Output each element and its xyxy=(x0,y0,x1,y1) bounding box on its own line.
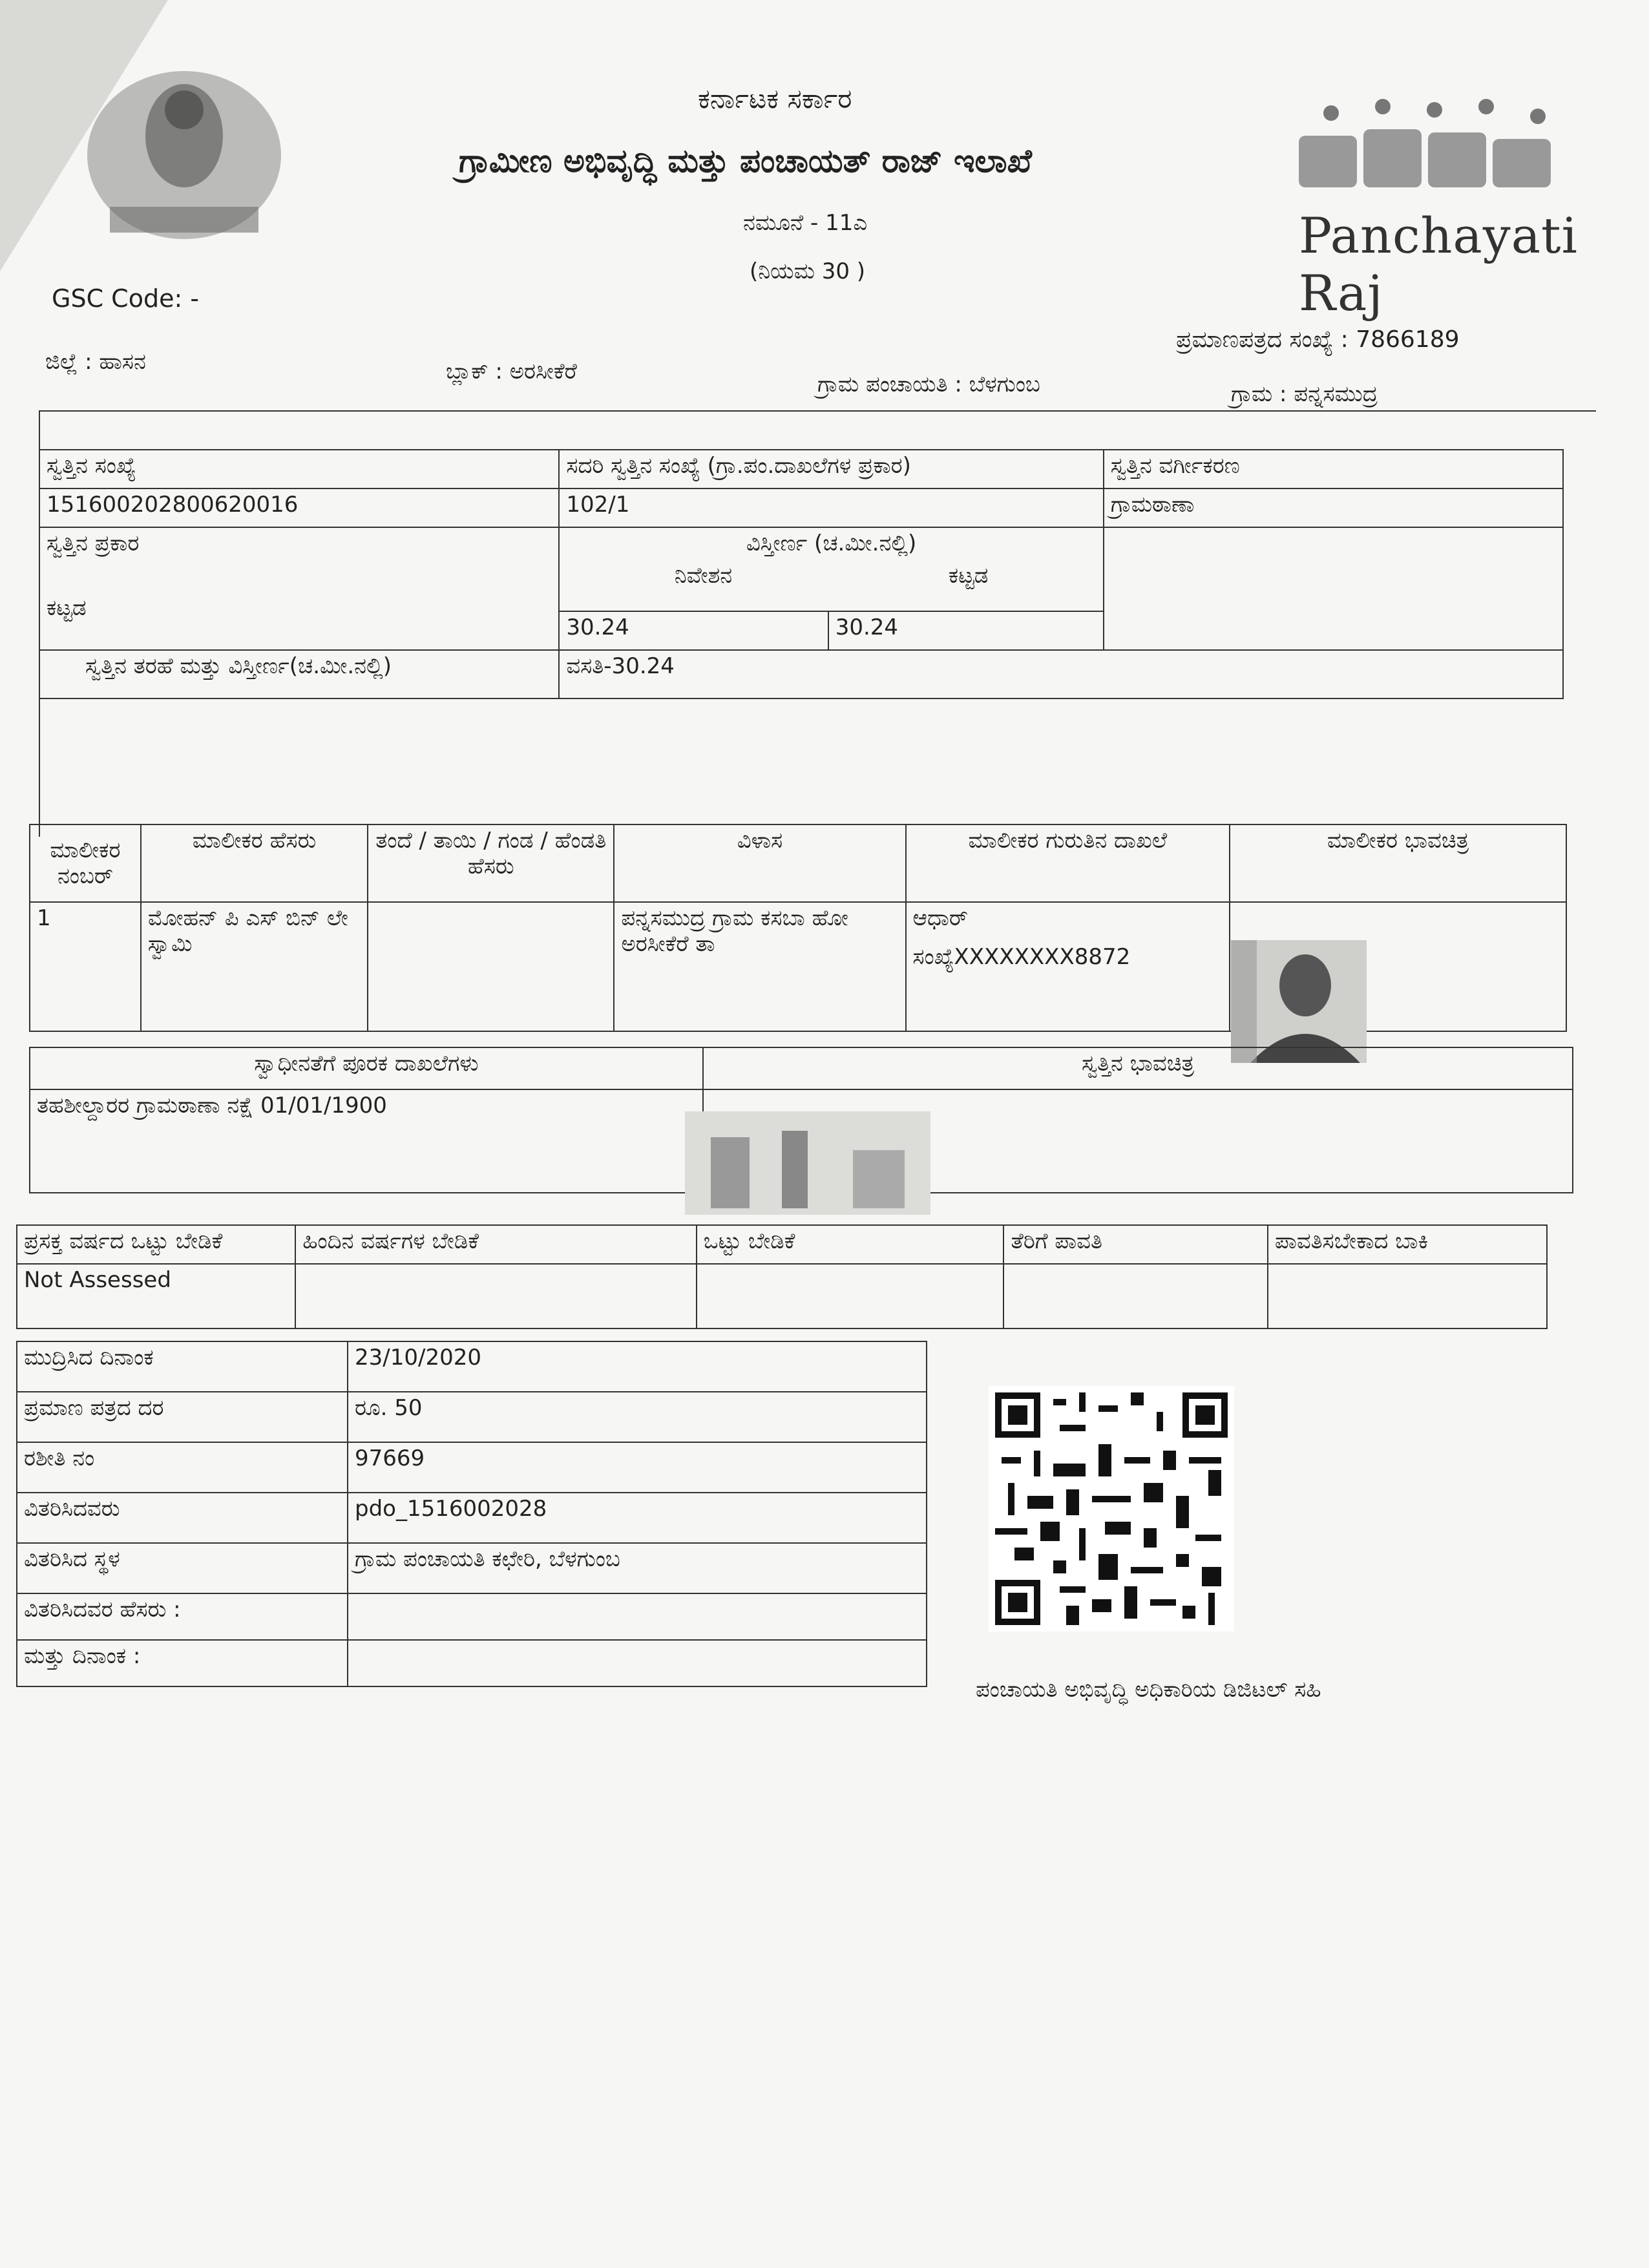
tax-header-balance: ಪಾವತಿಸಬೇಕಾದ ಬಾಕಿ xyxy=(1268,1225,1547,1264)
table-row xyxy=(17,1341,927,1392)
property-photo xyxy=(685,1111,930,1215)
issue-value-fee: ರೂ. 50 xyxy=(348,1392,927,1442)
site-label: ನಿವೇಶನ xyxy=(674,563,733,589)
site-area-value: 30.24 xyxy=(559,611,828,650)
docs-value: ತಹಶೀಲ್ದಾರರ ಗ್ರಾಮಠಾಣಾ ನಕ್ಷೆ 01/01/1900 xyxy=(30,1089,703,1193)
tax-header-total: ಒಟ್ಟು ಬೇಡಿಕೆ xyxy=(697,1225,1004,1264)
owner-name: ಮೋಹನ್ ಪಿ ಎಸ್ ಬಿನ್ ಲೇ ಸ್ವಾಮಿ xyxy=(141,902,368,1031)
property-photo-label: ಸ್ವತ್ತಿನ ಭಾವಚಿತ್ರ xyxy=(703,1047,1573,1089)
owner-address: ಪನ್ನಸಮುದ್ರ ಗ್ರಾಮ ಕಸಬಾ ಹೋ ಅರಸೀಕೆರೆ ತಾ xyxy=(614,902,905,1031)
tax-current: Not Assessed xyxy=(17,1264,295,1328)
issue-label-date: ಮತ್ತು ದಿನಾಂಕ : xyxy=(17,1640,348,1686)
form-number: ನಮೂನೆ - 11ಎ xyxy=(743,210,868,236)
building-area-value: 30.24 xyxy=(828,611,1104,650)
survey-label: ಸದರಿ ಸ್ವತ್ತಿನ ಸಂಖ್ಯೆ (ಗ್ರಾ.ಪಂ.ದಾಖಲೆಗಳ ಪ್ರಕಾರ) xyxy=(559,450,1103,488)
block: ಬ್ಲಾಕ್ : ಅರಸೀಕೆರೆ xyxy=(446,359,577,384)
government-title: ಕರ್ನಾಟಕ ಸರ್ಕಾರ xyxy=(698,83,852,114)
karnataka-emblem xyxy=(65,39,304,271)
owner-header-relation: ತಂದೆ / ತಾಯಿ / ಗಂಡ / ಹೆಂಡತಿ ಹೆಸರು xyxy=(368,824,614,902)
owner-id-value: ಸಂಖ್ಯೆXXXXXXXX8872 xyxy=(912,944,1131,970)
issue-value-date xyxy=(348,1640,927,1686)
tax-header-previous: ಹಿಂದಿನ ವರ್ಷಗಳ ಬೇಡಿಕೆ xyxy=(295,1225,697,1264)
table-row xyxy=(17,1640,927,1686)
issue-label-issued-by: ವಿತರಿಸಿದವರು xyxy=(17,1493,348,1543)
building-label: ಕಟ್ಟಡ xyxy=(948,563,989,589)
qr-code xyxy=(989,1386,1234,1632)
owner-photo xyxy=(1231,940,1367,1063)
issue-label-receipt: ರಶೀತಿ ನಂ xyxy=(17,1442,348,1493)
owner-no: 1 xyxy=(30,902,141,1031)
tax-balance xyxy=(1268,1264,1547,1328)
rule-number: (ನಿಯಮ 30 ) xyxy=(750,258,866,284)
issue-value-issued-by: pdo_1516002028 xyxy=(348,1493,927,1543)
issue-value-printed-date: 23/10/2020 xyxy=(348,1341,927,1392)
property-no-value: 151600202800620016 xyxy=(39,488,559,527)
owner-header-no: ಮಾಲೀಕರ ನಂಬರ್ xyxy=(30,824,141,902)
certificate-number: ಪ್ರಮಾಣಪತ್ರದ ಸಂಖ್ಯೆ : 7866189 xyxy=(1176,326,1460,353)
tax-table xyxy=(16,1224,1548,1329)
signature-caption: ಪಂಚಾಯತಿ ಅಭಿವೃದ್ಧಿ ಅಧಿಕಾರಿಯ ಡಿಜಿಟಲ್ ಸಹಿ xyxy=(976,1677,1321,1703)
tax-previous xyxy=(295,1264,697,1328)
survey-no-value: 102/1 xyxy=(559,488,1103,527)
section-rule xyxy=(39,410,1596,412)
tax-header-current: ಪ್ರಸಕ್ತ ವರ್ಷದ ಒಟ್ಟು ಬೇಡಿಕೆ xyxy=(17,1225,295,1264)
gsc-code: GSC Code: - xyxy=(52,284,200,313)
table-row xyxy=(17,1543,927,1593)
property-type-value: ಕಟ್ಟಡ xyxy=(47,595,87,621)
issue-label-place: ವಿತರಿಸಿದ ಸ್ಥಳ xyxy=(17,1543,348,1593)
table-row xyxy=(17,1493,927,1543)
gram-panchayat: ಗ್ರಾಮ ಪಂಚಾಯತಿ : ಬೆಳಗುಂಬ xyxy=(817,372,1040,397)
table-row xyxy=(17,1593,927,1640)
panchayati-raj-text: Panchayati Raj xyxy=(1299,207,1578,322)
table-row xyxy=(17,1392,927,1442)
owner-header-id: ಮಾಲೀಕರ ಗುರುತಿನ ದಾಖಲೆ xyxy=(906,824,1230,902)
issue-label-printed-date: ಮುದ್ರಿಸಿದ ದಿನಾಂಕ xyxy=(17,1341,348,1392)
table-row xyxy=(17,1442,927,1493)
issue-label-fee: ಪ್ರಮಾಣ ಪತ್ರದ ದರ xyxy=(17,1392,348,1442)
issue-value-issuer-name xyxy=(348,1593,927,1640)
property-no-label: ಸ್ವತ್ತಿನ ಸಂಖ್ಯೆ xyxy=(39,450,559,488)
area-label: ವಿಸ್ತೀರ್ಣ (ಚ.ಮೀ.ನಲ್ಲಿ) xyxy=(746,530,917,556)
owner-relation xyxy=(368,902,614,1031)
tax-header-paid: ತೆರಿಗೆ ಪಾವತಿ xyxy=(1003,1225,1268,1264)
owner-header-photo: ಮಾಲೀಕರ ಭಾವಚಿತ್ರ xyxy=(1230,824,1566,902)
village: ಗ್ರಾಮ : ಪನ್ನಸಮುದ್ರ xyxy=(1231,381,1378,407)
tax-paid xyxy=(1003,1264,1268,1328)
issue-table xyxy=(16,1341,927,1687)
classification-value: ಗ್ರಾಮಠಾಣಾ xyxy=(1104,488,1563,527)
tax-total xyxy=(697,1264,1004,1328)
area-header-cell xyxy=(559,527,1103,611)
issue-label-issuer-name: ವಿತರಿಸಿದವರ ಹೆಸರು : xyxy=(17,1593,348,1640)
classification-blank xyxy=(1104,527,1563,650)
owner-id-label: ಆಧಾರ್ xyxy=(912,905,968,931)
panchayati-raj-logo xyxy=(1292,90,1564,200)
owner-header-name: ಮಾಲೀಕರ ಹೆಸರು xyxy=(141,824,368,902)
district: ಜಿಲ್ಲೆ : ಹಾಸನ xyxy=(45,349,146,375)
owner-header-address: ವಿಳಾಸ xyxy=(614,824,905,902)
issue-value-receipt: 97669 xyxy=(348,1442,927,1493)
department-title: ಗ್ರಾಮೀಣ ಅಭಿವೃದ್ಧಿ ಮತ್ತು ಪಂಚಾಯತ್ ರಾಜ್ ಇಲಾಖೆ xyxy=(459,142,1032,180)
nature-label: ಸ್ವತ್ತಿನ ತರಹೆ ಮತ್ತು ವಿಸ್ತೀರ್ಣ(ಚ.ಮೀ.ನಲ್ಲಿ) xyxy=(39,650,559,698)
issue-value-place: ಗ್ರಾಮ ಪಂಚಾಯತಿ ಕಛೇರಿ, ಬೆಳಗುಂಬ xyxy=(348,1543,927,1593)
nature-value: ವಸತಿ-30.24 xyxy=(559,650,1563,698)
docs-label: ಸ್ವಾಧೀನತೆಗೆ ಪೂರಕ ದಾಖಲೆಗಳು xyxy=(30,1047,703,1089)
owner-id-cell xyxy=(906,902,1230,1031)
property-table xyxy=(39,449,1564,699)
property-type-cell xyxy=(39,527,559,650)
classification-label: ಸ್ವತ್ತಿನ ವರ್ಗೀಕರಣ xyxy=(1104,450,1563,488)
property-type-label: ಸ್ವತ್ತಿನ ಪ್ರಕಾರ xyxy=(47,530,140,556)
